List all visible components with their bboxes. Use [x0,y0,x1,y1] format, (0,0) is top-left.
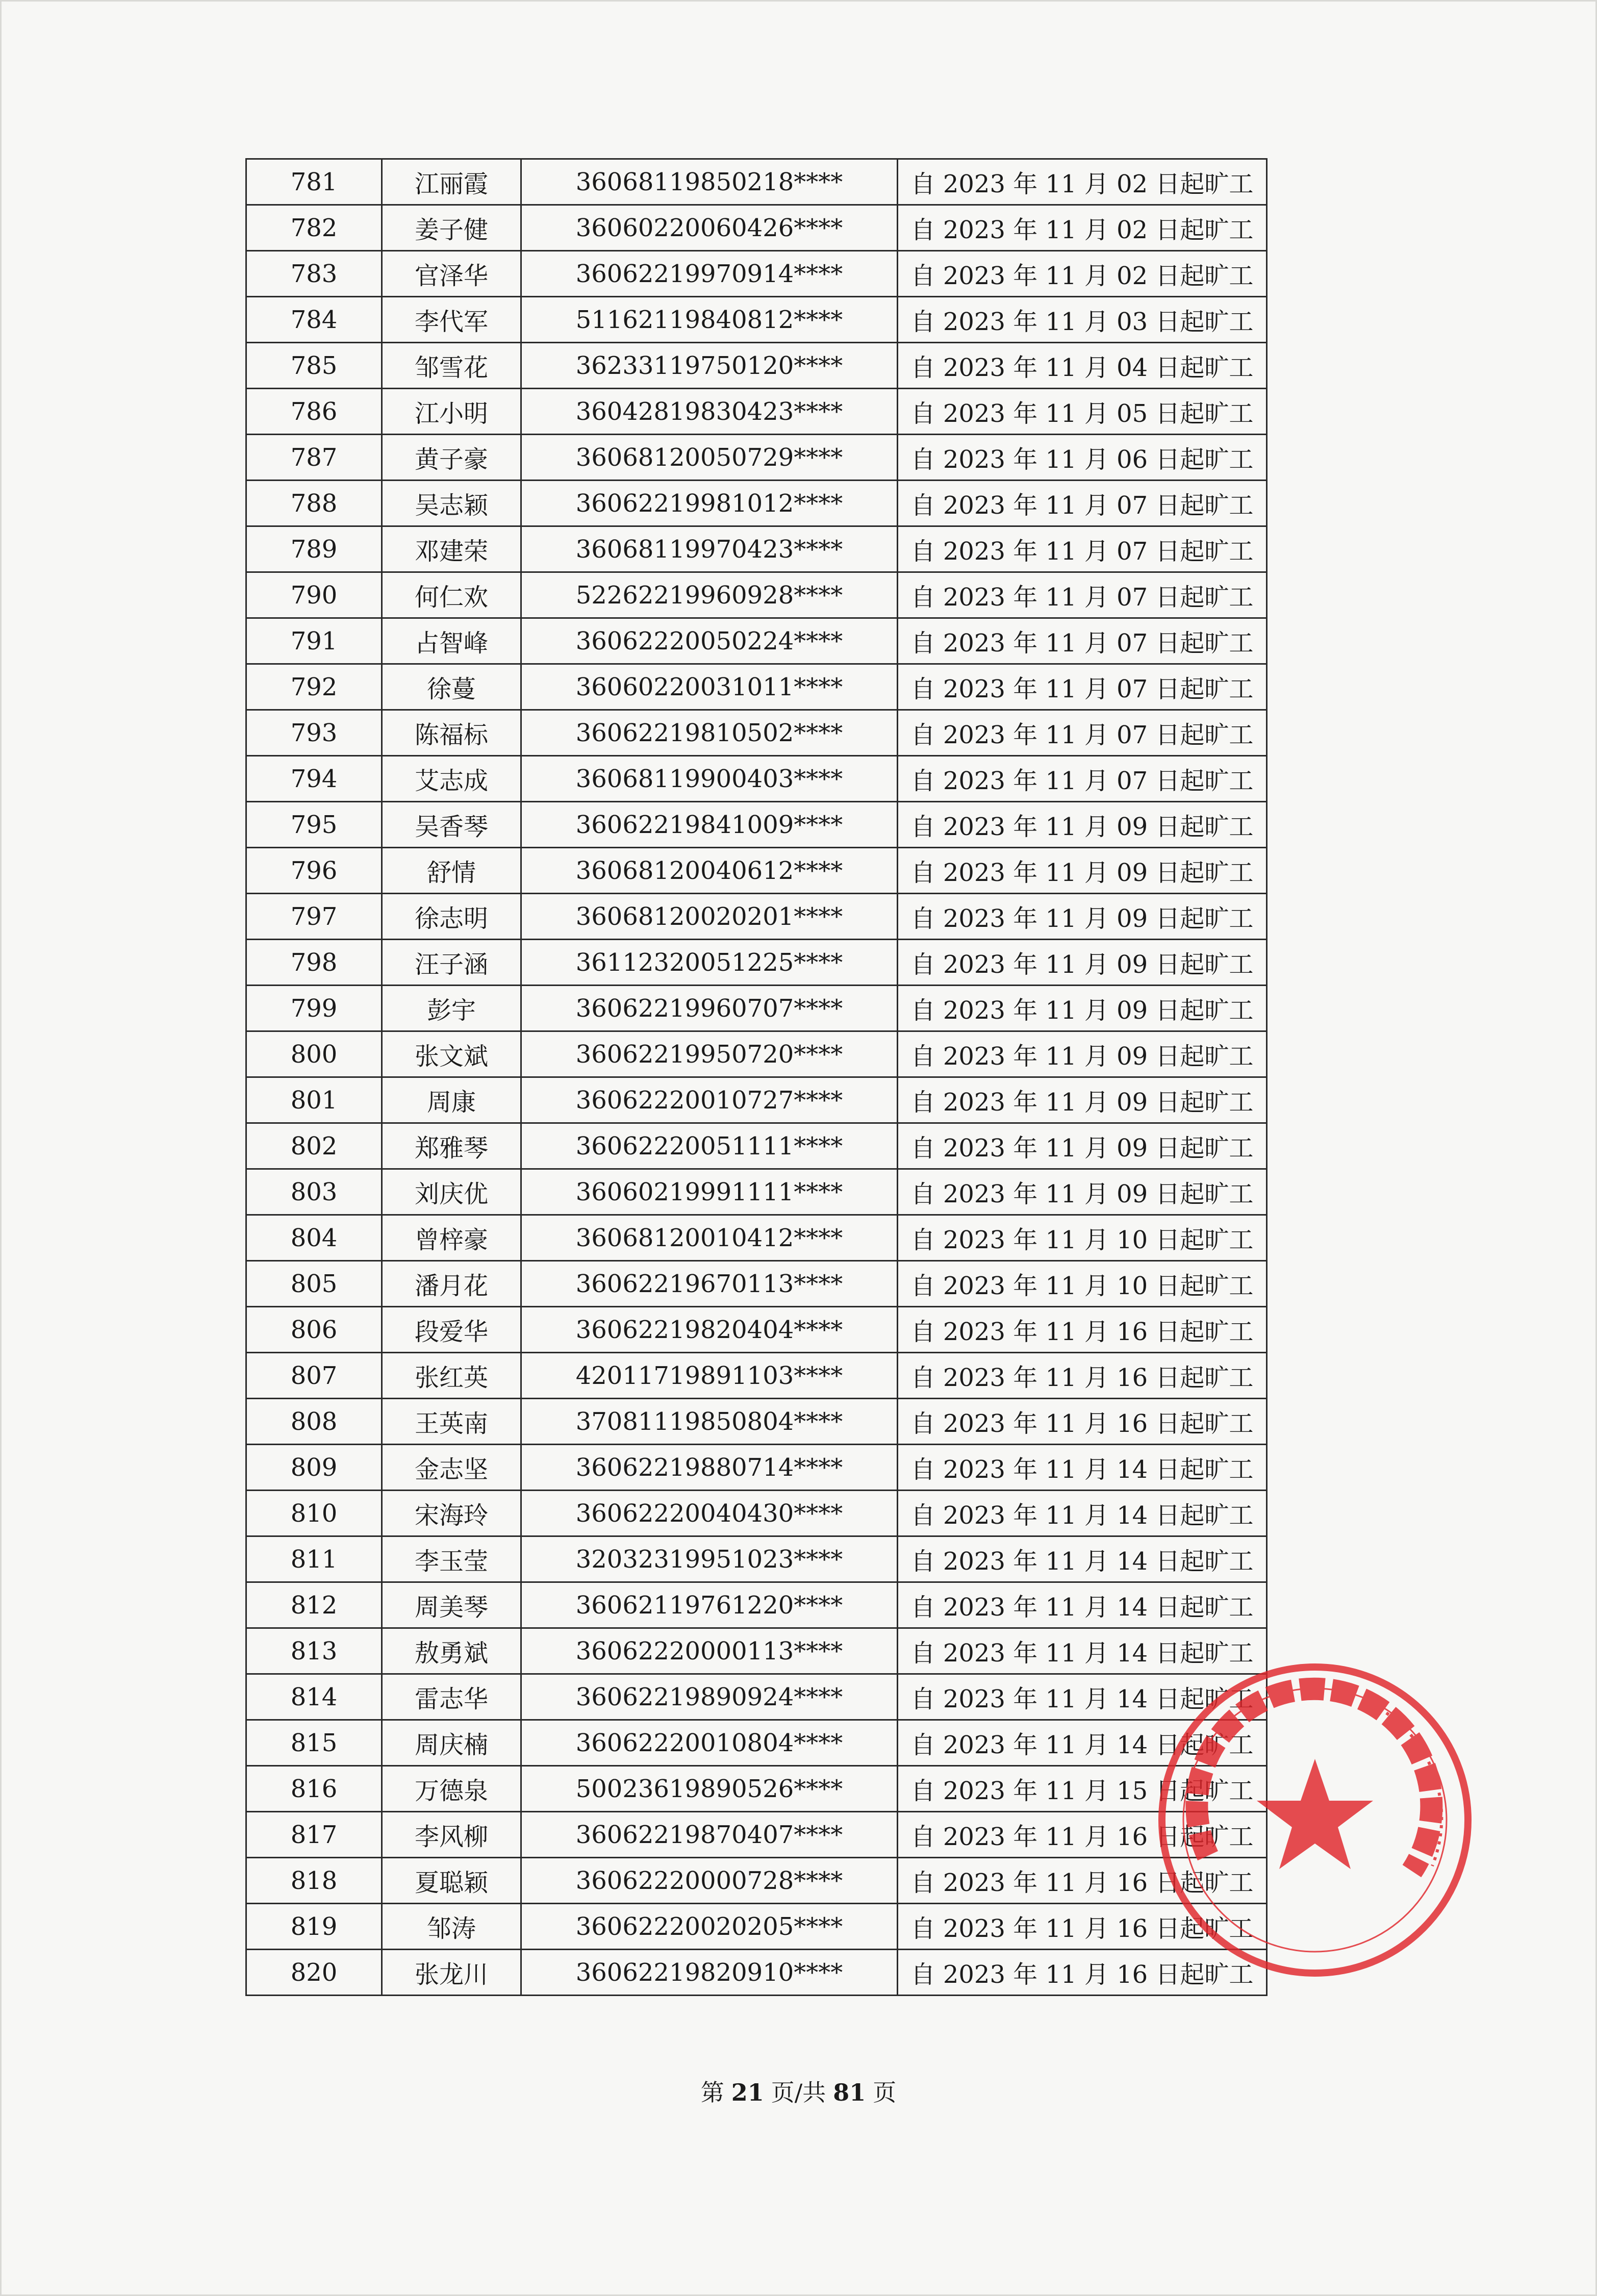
id-number: 36062220010727**** [521,1077,898,1123]
id-number: 36068120040612**** [521,848,898,894]
row-number: 805 [246,1261,382,1307]
id-number: 36062220010804**** [521,1720,898,1766]
table-row [246,1720,1267,1766]
employee-name: 张红英 [382,1353,521,1399]
table-row [246,986,1267,1031]
id-number: 36062219670113**** [521,1261,898,1307]
absence-note: 自 2023 年 11 月 05 日起旷工 [898,389,1267,435]
id-number: 51162119840812**** [521,297,898,343]
employee-name: 王英南 [382,1399,521,1445]
employee-name: 张龙川 [382,1950,521,1996]
employee-name: 汪子涵 [382,940,521,986]
id-number: 36062219960707**** [521,986,898,1031]
absence-note: 自 2023 年 11 月 15 日起旷工 [898,1766,1267,1812]
id-number: 36062219841009**** [521,802,898,848]
row-number: 804 [246,1215,382,1261]
absence-note: 自 2023 年 11 月 14 日起旷工 [898,1674,1267,1720]
employee-name: 雷志华 [382,1674,521,1720]
row-number: 789 [246,526,382,572]
table-row [246,756,1267,802]
id-number: 36062220000728**** [521,1858,898,1904]
table-row [246,1950,1267,1996]
employee-name: 何仁欢 [382,572,521,618]
employee-name: 江小明 [382,389,521,435]
absence-note: 自 2023 年 11 月 09 日起旷工 [898,1077,1267,1123]
row-number: 803 [246,1169,382,1215]
table-row [246,389,1267,435]
table-row [246,343,1267,389]
absence-note: 自 2023 年 11 月 14 日起旷工 [898,1491,1267,1536]
employee-name: 姜子健 [382,205,521,251]
id-number: 50023619890526**** [521,1766,898,1812]
employee-name: 徐志明 [382,894,521,940]
company-seal-stamp [1147,1652,1483,1988]
table-row [246,205,1267,251]
row-number: 782 [246,205,382,251]
id-number: 36060219991111**** [521,1169,898,1215]
footer-page-number: 21 [731,2079,764,2106]
employee-name: 江丽霞 [382,159,521,205]
table-row [246,1628,1267,1674]
row-number: 801 [246,1077,382,1123]
id-number: 36062219970914**** [521,251,898,297]
row-number: 784 [246,297,382,343]
row-number: 794 [246,756,382,802]
absence-note: 自 2023 年 11 月 10 日起旷工 [898,1261,1267,1307]
table-row [246,1353,1267,1399]
table-row [246,1536,1267,1582]
employee-name: 吴香琴 [382,802,521,848]
employee-name: 潘月花 [382,1261,521,1307]
employee-name: 周美琴 [382,1582,521,1628]
table-row [246,1215,1267,1261]
absence-note: 自 2023 年 11 月 16 日起旷工 [898,1858,1267,1904]
row-number: 818 [246,1858,382,1904]
employee-name: 艾志成 [382,756,521,802]
employee-name: 周庆楠 [382,1720,521,1766]
row-number: 793 [246,710,382,756]
row-number: 786 [246,389,382,435]
absence-note: 自 2023 年 11 月 16 日起旷工 [898,1399,1267,1445]
employee-name: 刘庆优 [382,1169,521,1215]
row-number: 807 [246,1353,382,1399]
row-number: 819 [246,1904,382,1950]
row-number: 820 [246,1950,382,1996]
employee-name: 黄子豪 [382,435,521,481]
absence-note: 自 2023 年 11 月 09 日起旷工 [898,1123,1267,1169]
employee-name: 邹雪花 [382,343,521,389]
id-number: 32032319951023**** [521,1536,898,1582]
employee-name: 曾梓豪 [382,1215,521,1261]
table-row [246,481,1267,526]
table-row [246,802,1267,848]
table-row [246,1812,1267,1858]
footer-total-pages: 81 [833,2079,866,2106]
id-number: 36068120020201**** [521,894,898,940]
table-row [246,1399,1267,1445]
table-row [246,848,1267,894]
row-number: 796 [246,848,382,894]
table-row [246,940,1267,986]
employee-name: 占智峰 [382,618,521,664]
row-number: 785 [246,343,382,389]
row-number: 806 [246,1307,382,1353]
table-row [246,435,1267,481]
row-number: 813 [246,1628,382,1674]
id-number: 36112320051225**** [521,940,898,986]
table-row [246,251,1267,297]
id-number: 36068119850218**** [521,159,898,205]
row-number: 790 [246,572,382,618]
employee-name: 徐蔓 [382,664,521,710]
table-row [246,1261,1267,1307]
table-row [246,1031,1267,1077]
row-number: 788 [246,481,382,526]
table-row [246,618,1267,664]
id-number: 36062220051111**** [521,1123,898,1169]
table-row [246,159,1267,205]
absence-note: 自 2023 年 11 月 02 日起旷工 [898,205,1267,251]
employee-name: 邓建荣 [382,526,521,572]
id-number: 36062219950720**** [521,1031,898,1077]
table-row [246,1169,1267,1215]
table-row [246,1445,1267,1491]
absence-note: 自 2023 年 11 月 09 日起旷工 [898,940,1267,986]
row-number: 812 [246,1582,382,1628]
id-number: 52262219960928**** [521,572,898,618]
table-row [246,1904,1267,1950]
id-number: 36062219890924**** [521,1674,898,1720]
row-number: 816 [246,1766,382,1812]
absence-note: 自 2023 年 11 月 04 日起旷工 [898,343,1267,389]
id-number: 36062219981012**** [521,481,898,526]
table-row [246,297,1267,343]
absence-note: 自 2023 年 11 月 16 日起旷工 [898,1307,1267,1353]
id-number: 36062220020205**** [521,1904,898,1950]
absence-note: 自 2023 年 11 月 09 日起旷工 [898,894,1267,940]
employee-name: 郑雅琴 [382,1123,521,1169]
absence-note: 自 2023 年 11 月 03 日起旷工 [898,297,1267,343]
table-row [246,664,1267,710]
roster-table [245,158,1268,1996]
row-number: 781 [246,159,382,205]
row-number: 809 [246,1445,382,1491]
row-number: 817 [246,1812,382,1858]
table-row [246,1123,1267,1169]
table-row [246,1307,1267,1353]
absence-note: 自 2023 年 11 月 07 日起旷工 [898,710,1267,756]
row-number: 792 [246,664,382,710]
absence-note: 自 2023 年 11 月 14 日起旷工 [898,1536,1267,1582]
id-number: 36062219820910**** [521,1950,898,1996]
absence-note: 自 2023 年 11 月 16 日起旷工 [898,1950,1267,1996]
row-number: 814 [246,1674,382,1720]
employee-name: 段爱华 [382,1307,521,1353]
absence-note: 自 2023 年 11 月 07 日起旷工 [898,664,1267,710]
page-footer [0,2074,1597,2108]
employee-name: 张文斌 [382,1031,521,1077]
id-number: 42011719891103**** [521,1353,898,1399]
employee-name: 李玉莹 [382,1536,521,1582]
absence-note: 自 2023 年 11 月 07 日起旷工 [898,526,1267,572]
absence-note: 自 2023 年 11 月 14 日起旷工 [898,1582,1267,1628]
absence-note: 自 2023 年 11 月 09 日起旷工 [898,1169,1267,1215]
employee-name: 宋海玲 [382,1491,521,1536]
table-row [246,894,1267,940]
id-number: 36233119750120**** [521,343,898,389]
absence-note: 自 2023 年 11 月 14 日起旷工 [898,1445,1267,1491]
id-number: 36062119761220**** [521,1582,898,1628]
row-number: 808 [246,1399,382,1445]
absence-note: 自 2023 年 11 月 07 日起旷工 [898,572,1267,618]
row-number: 802 [246,1123,382,1169]
footer-prefix: 第 [700,2079,724,2106]
row-number: 800 [246,1031,382,1077]
absence-note: 自 2023 年 11 月 07 日起旷工 [898,618,1267,664]
id-number: 36060220060426**** [521,205,898,251]
employee-name: 周康 [382,1077,521,1123]
employee-name: 舒情 [382,848,521,894]
employee-name: 金志坚 [382,1445,521,1491]
id-number: 36062220050224**** [521,618,898,664]
id-number: 36068119900403**** [521,756,898,802]
table-row [246,526,1267,572]
employee-name: 李代军 [382,297,521,343]
table-row [246,710,1267,756]
row-number: 815 [246,1720,382,1766]
absence-note: 自 2023 年 11 月 14 日起旷工 [898,1628,1267,1674]
table-row [246,1674,1267,1720]
row-number: 797 [246,894,382,940]
employee-name: 官泽华 [382,251,521,297]
row-number: 787 [246,435,382,481]
table-row [246,1582,1267,1628]
id-number: 36062219810502**** [521,710,898,756]
row-number: 799 [246,986,382,1031]
id-number: 36068120010412**** [521,1215,898,1261]
employee-name: 吴志颖 [382,481,521,526]
id-number: 36062219880714**** [521,1445,898,1491]
absence-note: 自 2023 年 11 月 07 日起旷工 [898,756,1267,802]
absence-note: 自 2023 年 11 月 09 日起旷工 [898,802,1267,848]
row-number: 795 [246,802,382,848]
id-number: 36062219870407**** [521,1812,898,1858]
absence-note: 自 2023 年 11 月 09 日起旷工 [898,848,1267,894]
row-number: 810 [246,1491,382,1536]
id-number: 37081119850804**** [521,1399,898,1445]
employee-name: 邹涛 [382,1904,521,1950]
absence-note: 自 2023 年 11 月 10 日起旷工 [898,1215,1267,1261]
footer-suffix: 页 [873,2079,897,2106]
absence-note: 自 2023 年 11 月 07 日起旷工 [898,481,1267,526]
id-number: 36062220040430**** [521,1491,898,1536]
table-row [246,1858,1267,1904]
employee-name: 李风柳 [382,1812,521,1858]
absence-note: 自 2023 年 11 月 06 日起旷工 [898,435,1267,481]
employee-name: 万德泉 [382,1766,521,1812]
absence-note: 自 2023 年 11 月 16 日起旷工 [898,1353,1267,1399]
id-number: 36068120050729**** [521,435,898,481]
absence-note: 自 2023 年 11 月 02 日起旷工 [898,159,1267,205]
absence-note: 自 2023 年 11 月 09 日起旷工 [898,1031,1267,1077]
absence-note: 自 2023 年 11 月 09 日起旷工 [898,986,1267,1031]
absence-note: 自 2023 年 11 月 02 日起旷工 [898,251,1267,297]
employee-name: 敖勇斌 [382,1628,521,1674]
row-number: 798 [246,940,382,986]
footer-middle: 页/共 [771,2079,826,2106]
roster-body [246,159,1267,1996]
table-row [246,1077,1267,1123]
row-number: 791 [246,618,382,664]
employee-name: 彭宇 [382,986,521,1031]
id-number: 36060220031011**** [521,664,898,710]
seal-star-icon [1257,1759,1373,1869]
employee-name: 夏聪颖 [382,1858,521,1904]
row-number: 811 [246,1536,382,1582]
table-row [246,1766,1267,1812]
employee-name: 陈福标 [382,710,521,756]
row-number: 783 [246,251,382,297]
id-number: 36068119970423**** [521,526,898,572]
table-row [246,572,1267,618]
table-row [246,1491,1267,1536]
absence-note: 自 2023 年 11 月 14 日起旷工 [898,1720,1267,1766]
id-number: 36062220000113**** [521,1628,898,1674]
id-number: 36042819830423**** [521,389,898,435]
absence-note: 自 2023 年 11 月 16 日起旷工 [898,1904,1267,1950]
id-number: 36062219820404**** [521,1307,898,1353]
absence-note: 自 2023 年 11 月 16 日起旷工 [898,1812,1267,1858]
